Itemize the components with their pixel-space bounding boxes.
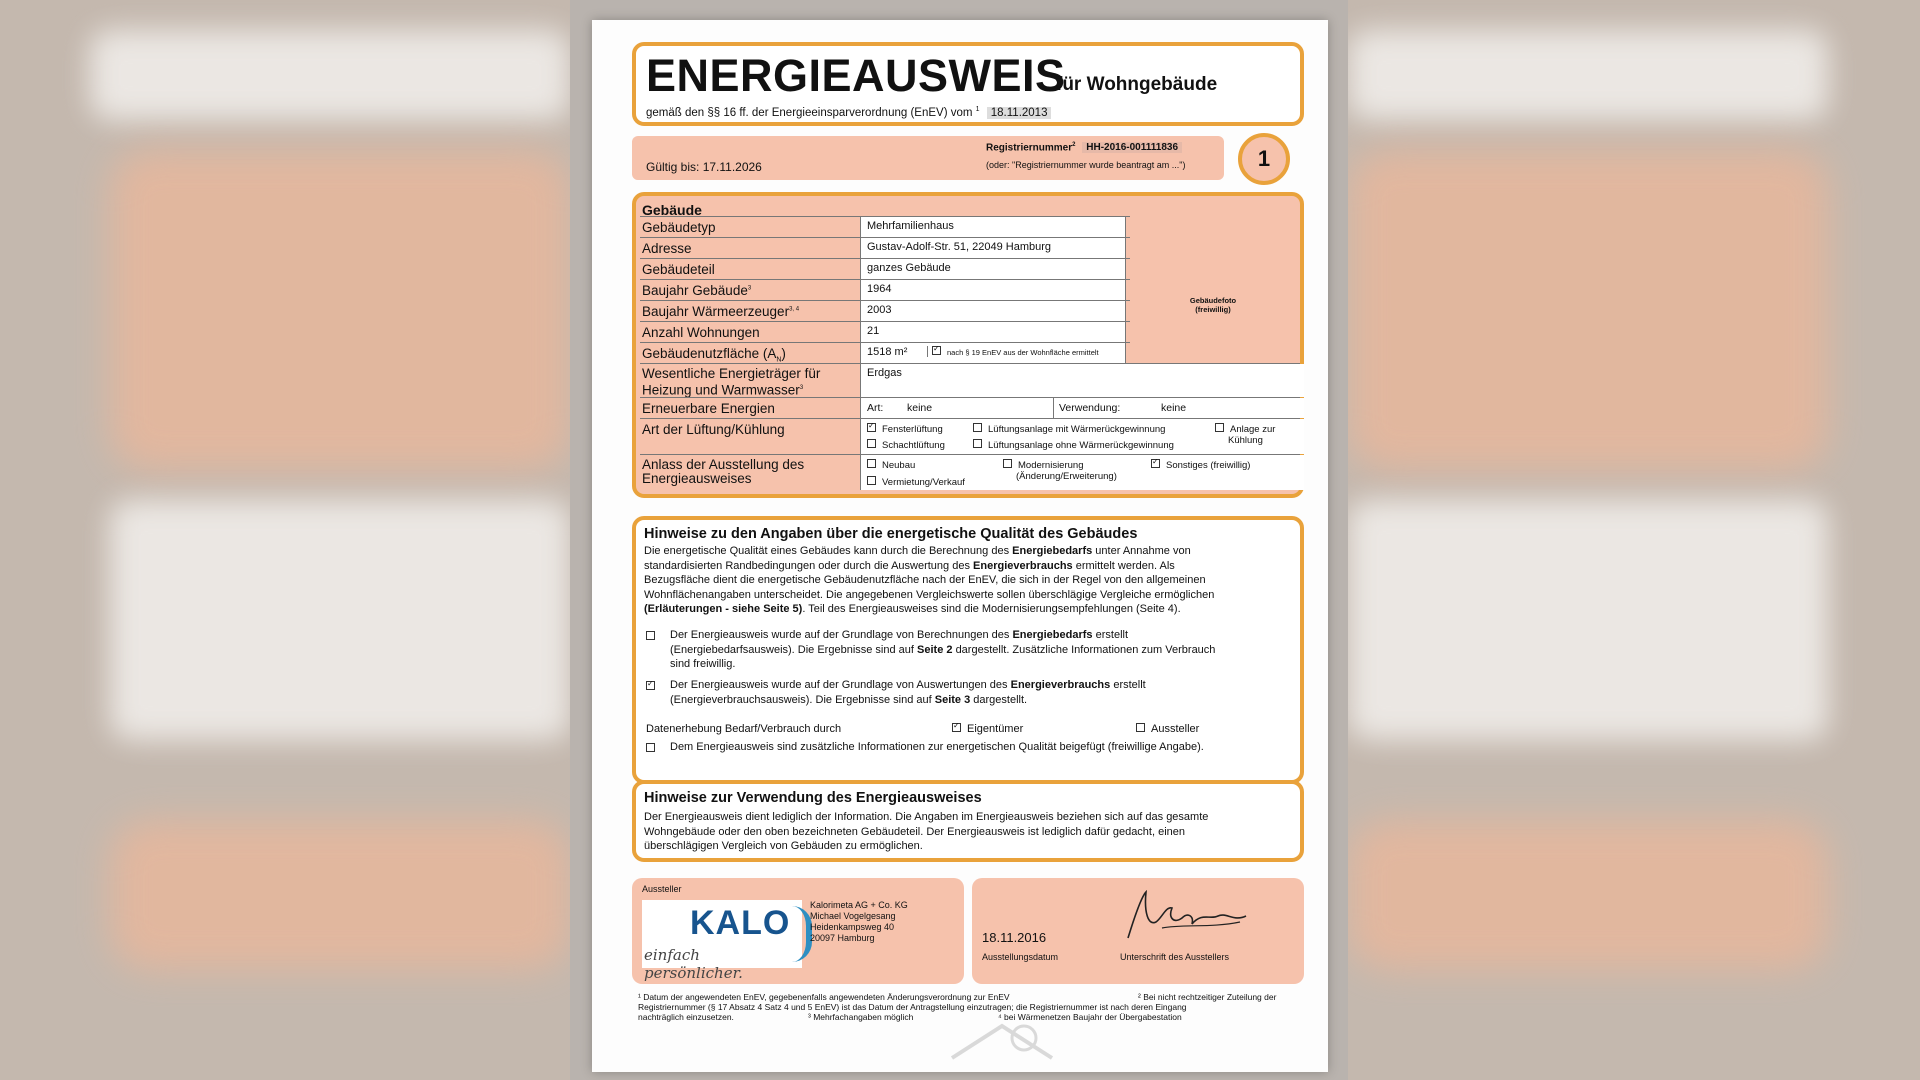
issuer-panel xyxy=(632,878,964,984)
footnotes: ¹ Datum der angewendeten EnEV, gegebenenfalls angewendeten Änderungsverordnung zur EnEV ² Bei nicht rechtzeitiger Zuteilung der Registriernummer (§ 17 Absatz 4 Satz 4 und 5 EnEV) ist das Datum der Antragstellung einzutragen; die Registriernummer ist nach deren Eingang nachträglich einzusetzen. ³ Mehrfachangaben möglich ⁴ bei Wärmenetzen Baujahr der Übergabestation xyxy=(638,992,1277,1022)
quality-notes-paragraph: Die energetische Qualität eines Gebäudes kann durch die Berechnung des Energiebedarfs unter Annahme von standardisierten Randbedingungen oder durch die Auswertung des Energieverbrauchs ermittelt werden. Als Bezugsfläche dient die energetische Gebäudenutzfläche nach der EnEV, die sich in der Regel von den allgemeinen Wohnflächenangaben unterscheidet. Die angegebenen Vergleichswerte sollen überschlägige Vergleiche ermöglichen (Erläuterungen - siehe Seite 5). Teil des Energieausweises sind die Modernisierungsempfehlungen (Seite 4). xyxy=(644,545,1215,615)
house-watermark-icon xyxy=(932,1018,1072,1074)
kalo-logo: KALO einfach persönlicher. xyxy=(642,900,802,968)
row-address: Adresse Gustav-Adolf-Str. 51, 22049 Hamburg xyxy=(640,237,1130,258)
area-note: nach § 19 EnEV aus der Wohnfläche ermittelt xyxy=(947,348,1099,357)
checkbox-shaft-ventilation[interactable] xyxy=(867,439,876,448)
building-heading: Gebäude xyxy=(642,202,702,218)
checkbox-ventilation-without-recovery[interactable] xyxy=(973,439,982,448)
issue-date: 18.11.2016 xyxy=(982,930,1047,945)
page-number-badge: 1 xyxy=(1238,133,1290,185)
document-title: ENERGIEAUSWEIS xyxy=(646,50,1066,101)
registration-bar xyxy=(632,136,1224,180)
building-photo-placeholder: Gebäudefoto (freiwillig) xyxy=(1189,296,1237,314)
usage-notes-heading: Hinweise zur Verwendung des Energieausweises xyxy=(644,790,982,806)
checkbox-rent-sale[interactable] xyxy=(867,476,876,485)
row-year-built: Baujahr Gebäude$^3$ 1964 xyxy=(640,279,1130,300)
background-right xyxy=(1348,0,1920,1080)
row-issue-occasion: Anlass der Ausstellung des Energieausweises Neubau Modernisierung (Änderung/Erweiterung) ✓Sonstiges (freiwillig) Vermietung/Verkauf xyxy=(640,454,1300,490)
registration-note: (oder: "Registriernummer wurde beantragt am ...") xyxy=(986,160,1186,170)
registration-number: HH-2016-001111836 xyxy=(1082,142,1182,153)
checkbox-other[interactable] xyxy=(1151,459,1160,468)
signature-label: Unterschrift des Ausstellers xyxy=(1120,952,1230,962)
row-apartments: Anzahl Wohnungen 21 xyxy=(640,321,1130,342)
background-left xyxy=(0,0,570,1080)
usage-notes-text: Der Energieausweis dient lediglich der Information. Die Angaben im Energieausweis beziehen sich auf das gesamte Wohngebäude oder den oben bezeichneten Gebäudeteil. Der Energieausweis ist lediglich dafür gedacht, einen überschlägigen Vergleich von Gebäuden zu ermöglichen. xyxy=(644,811,1209,852)
header-box xyxy=(632,42,1304,126)
signature-panel xyxy=(972,878,1304,984)
valid-until: Gültig bis: 17.11.2026 xyxy=(646,160,762,174)
issue-date-label: Ausstellungsdatum xyxy=(982,952,1059,962)
document-page xyxy=(592,20,1328,1072)
document-subtitle: für Wohngebäude xyxy=(1056,74,1218,95)
checkbox-modernisation[interactable] xyxy=(1003,459,1012,468)
area-note-checkbox[interactable] xyxy=(932,346,941,355)
checkbox-consumption-certificate[interactable] xyxy=(646,681,655,690)
checkbox-window-ventilation[interactable] xyxy=(867,423,876,432)
signature-image xyxy=(1122,882,1252,946)
quality-notes-section: Hinweise zu den Angaben über die energetische Qualität des Gebäudes Die energetische Qualität eines Gebäudes kann durch die Berechnung des Energiebedarfs unter Annahme von standardisierten Randbedingungen oder durch die Auswertung des Energieverbrauchs ermittelt werden. Als Bezugsfläche dient die energetische Gebäudenutzfläche nach der EnEV, die sich in der Regel von den allgemeinen Wohnflächenangaben unterscheidet. Die angegebenen Vergleichswerte sollen überschlägige Vergleiche ermöglichen (Erläuterungen - siehe Seite 5). Teil des Energieausweises sind die Modernisierungsempfehlungen (Seite 4). Der Energieausweis wurde auf der Grundlage von Berechnungen des Energiebedarfs erstellt (Energiebedarfsausweis). Die Ergebnisse sind auf Seite 2 dargestellt. Zusätzliche Informationen zum Verbrauch sind freiwillig. ✓ Der Energieausweis wurde auf der Grundlage von Auswertungen des Energieverbrauchs erstellt (Energieverbrauchsausweis). Die Ergebnisse sind auf Seite 3 dargestellt. Datenerhebung Bedarf/Verbrauch durch ✓ Eigentümer Aussteller Dem Energieausweis sind zusätzliche Informationen zur energetischen Qualität beigefügt (freiwillige Angabe). xyxy=(632,516,1304,784)
usage-notes-section xyxy=(632,780,1304,862)
regulation-date: 18.11.2013 xyxy=(987,107,1052,119)
checkbox-extra-info[interactable] xyxy=(646,743,655,752)
issuer-address: Kalorimeta AG + Co. KG Michael Vogelgesang Heidenkampsweg 40 20097 Hamburg xyxy=(810,900,908,943)
row-year-heater: Baujahr Wärmeerzeuger$^{3, 4}$ 2003 xyxy=(640,300,1130,321)
row-ventilation: Art der Lüftung/Kühlung ✓ Fensterlüftung Lüftungsanlage mit Wärmerückgewinnung Anlage zur Kühlung Schachtlüftung Lüftungsanlage ohne Wärmerückgewinnung xyxy=(640,418,1300,454)
checkbox-demand-certificate[interactable] xyxy=(646,631,655,640)
row-building-part: Gebäudeteil ganzes Gebäude xyxy=(640,258,1130,279)
regulation-line: gemäß den §§ 16 ff. der Energieeinsparverordnung (EnEV) vom $^1$ 18.11.2013 xyxy=(646,106,1051,119)
building-section xyxy=(632,192,1304,498)
checkbox-owner[interactable] xyxy=(952,723,961,732)
issuer-label: Aussteller xyxy=(642,884,682,894)
row-energy-carrier: Wesentliche Energieträger für Heizung und Warmwasser$^3$ Erdgas xyxy=(640,363,1300,397)
checkbox-cooling-system[interactable] xyxy=(1215,423,1224,432)
quality-notes-heading: Hinweise zu den Angaben über die energetische Qualität des Gebäudes xyxy=(644,526,1138,542)
checkbox-new-build[interactable] xyxy=(867,459,876,468)
registration-label: Registriernummer$^2$ HH-2016-001111836 xyxy=(986,142,1182,153)
checkbox-issuer[interactable] xyxy=(1136,723,1145,732)
row-renewables: Erneuerbare Energien Art: keine Verwendung: keine xyxy=(640,397,1300,418)
row-floor-area: Gebäudenutzfläche $(A_N)$ 1518 m² ✓ nach § 19 EnEV aus der Wohnfläche ermittelt xyxy=(640,342,1130,363)
checkbox-ventilation-with-recovery[interactable] xyxy=(973,423,982,432)
row-building-type: Gebäudetyp Mehrfamilienhaus xyxy=(640,216,1130,237)
